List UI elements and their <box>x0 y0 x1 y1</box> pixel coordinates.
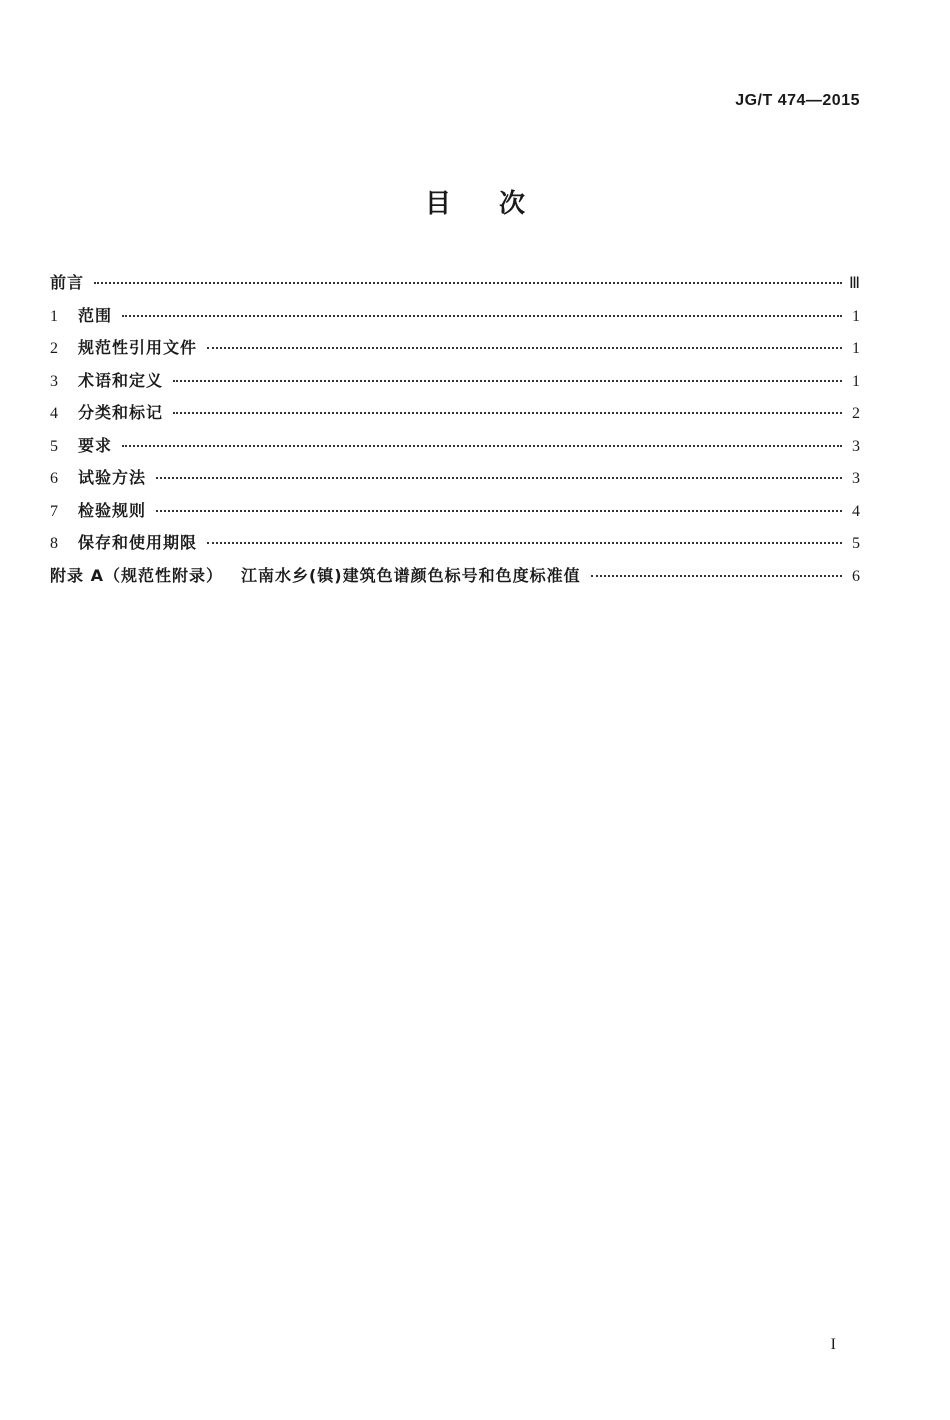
toc-entry-requirements[interactable] <box>50 433 860 466</box>
toc-entry-classification[interactable] <box>50 400 860 433</box>
toc-entry-storage-period[interactable] <box>50 530 860 563</box>
toc-entry-page: 1 <box>852 307 860 325</box>
page-title-part1: 目 <box>424 189 451 219</box>
toc-entry-page: Ⅲ <box>848 275 860 292</box>
toc-entry-label: 范围 <box>78 305 113 325</box>
toc-entry-label: 保存和使用期限 <box>78 533 198 552</box>
toc-entry-annex-a[interactable] <box>50 563 860 596</box>
toc-entry-terms-definitions[interactable] <box>50 368 860 401</box>
toc-entry-label: 分类和标记 <box>78 403 164 422</box>
toc-leader-dots <box>173 412 842 414</box>
toc-entry-test-methods[interactable] <box>50 465 860 498</box>
toc-entry-label: 术语和定义 <box>78 370 164 390</box>
toc-entry-number: 6 <box>50 470 58 487</box>
toc-entry-number: 7 <box>50 502 58 520</box>
toc-entry-number: 4 <box>50 405 58 422</box>
toc-leader-dots <box>591 575 842 577</box>
toc-entry-foreword[interactable] <box>50 270 860 303</box>
toc-entry-number: 5 <box>50 437 58 455</box>
page-title-part2: 次 <box>499 189 526 219</box>
toc-entry-label: 检验规则 <box>78 500 147 520</box>
toc-entry-page: 2 <box>852 405 860 422</box>
toc-entry-page: 4 <box>852 502 860 520</box>
page-number: I <box>830 1336 836 1353</box>
toc-entry-page: 1 <box>852 340 860 357</box>
toc-entry-inspection-rules[interactable] <box>50 498 860 531</box>
standard-code: JG/T 474—2015 <box>735 92 860 109</box>
toc-leader-dots <box>173 380 842 382</box>
toc-entry-number: 1 <box>50 307 58 325</box>
toc-entry-label: 要求 <box>78 435 113 455</box>
toc-entry-page: 3 <box>852 470 860 487</box>
toc-entry-page: 5 <box>852 535 860 552</box>
toc-entry-page: 1 <box>852 372 860 390</box>
toc-leader-dots <box>122 445 842 447</box>
toc-entry-normative-references[interactable] <box>50 335 860 368</box>
toc-entry-label: 规范性引用文件 <box>78 338 198 357</box>
toc-entry-label <box>50 563 581 586</box>
toc-leader-dots <box>207 347 842 349</box>
toc-entry-label: 前言 <box>50 273 85 292</box>
toc-entry-number: 2 <box>50 340 58 357</box>
toc-entry-page: 6 <box>852 567 860 585</box>
toc-leader-dots <box>207 542 842 544</box>
toc-entry-label: 试验方法 <box>78 468 147 487</box>
toc-leader-dots <box>156 510 842 512</box>
toc-entry-number: 8 <box>50 535 58 552</box>
toc-list <box>50 270 860 595</box>
toc-leader-dots <box>156 477 842 479</box>
toc-annex-title: 江南水乡(镇)建筑色谱颜色标号和色度标准值 <box>240 565 581 585</box>
toc-leader-dots <box>94 282 842 284</box>
toc-entry-page: 3 <box>852 437 860 455</box>
page-title <box>0 183 950 220</box>
toc-annex-label: 附录 A（规范性附录） <box>50 565 223 585</box>
toc-entry-scope[interactable] <box>50 303 860 336</box>
toc-entry-number: 3 <box>50 372 58 390</box>
toc-leader-dots <box>122 315 842 317</box>
